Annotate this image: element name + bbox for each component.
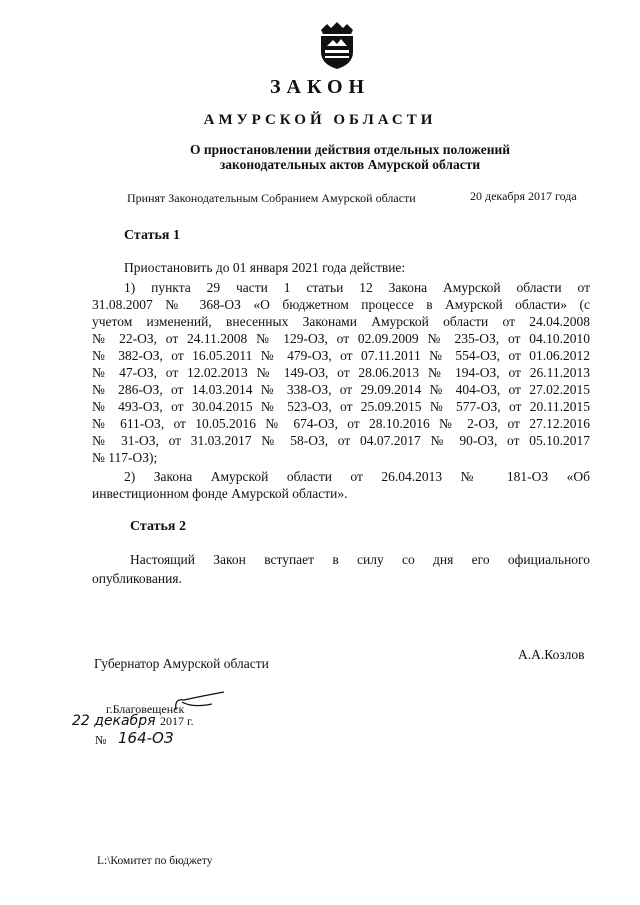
article-2-title: Статья 2 — [130, 519, 186, 534]
article-1-item2-line: 2) Закона Амурской области от 26.04.2013 № 181-ОЗ «Об — [124, 469, 590, 484]
law-heading — [160, 142, 540, 172]
article-1-line: № 47-ОЗ, от 12.02.2013 № 149-ОЗ, от 28.06.2013 № 194-ОЗ, от 26.11.2013 — [92, 365, 590, 380]
article-1-intro: Приостановить до 01 января 2021 года действие: — [124, 260, 406, 275]
article-1-line: № 31-ОЗ, от 31.03.2017 № 58-ОЗ, от 04.07.2017 № 90-ОЗ, от 05.10.2017 — [92, 433, 590, 448]
adopted-date: 20 декабря 2017 года — [470, 189, 577, 203]
article-1-line: учетом изменений, внесенных Законами Амурской области от 24.04.2008 — [92, 314, 590, 329]
article-1-title: Статья 1 — [124, 228, 180, 243]
law-heading-line: О приостановлении действия отдельных положений — [189, 142, 511, 157]
signatory-title: Губернатор Амурской области — [94, 656, 269, 671]
article-1-line: 1) пункта 29 части 1 статьи 12 Закона Амурской области от — [124, 280, 590, 295]
adopted-by: Принят Законодательным Собранием Амурской области — [127, 191, 416, 205]
signing-date-year: 2017 г. — [160, 714, 194, 728]
article-1-line: № 286-ОЗ, от 14.03.2014 № 338-ОЗ, от 29.09.2014 № 404-ОЗ, от 27.02.2015 — [92, 382, 590, 397]
document-title: ЗАКОН — [269, 76, 371, 98]
law-heading-line: законодательных актов Амурской области — [219, 157, 481, 172]
file-path: L:\Комитет по бюджету — [97, 855, 213, 867]
signing-date — [72, 713, 194, 729]
article-1-line: № 493-ОЗ, от 30.04.2015 № 523-ОЗ, от 25.09.2015 № 577-ОЗ, от 20.11.2015 — [92, 399, 590, 414]
signing-date-handwritten: 22 декабря — [72, 713, 156, 729]
signing-place: г.Благовещенск — [106, 702, 185, 716]
article-2-line: опубликования. — [92, 571, 182, 586]
amur-region-coat-of-arms-icon — [313, 20, 361, 70]
article-1-line: № 611-ОЗ, от 10.05.2016 № 674-ОЗ, от 28.10.2016 № 2-ОЗ, от 27.12.2016 — [92, 416, 590, 431]
signatory-name: А.А.Козлов — [518, 647, 585, 662]
article-1-line: № 382-ОЗ, от 16.05.2011 № 479-ОЗ, от 07.11.2011 № 554-ОЗ, от 01.06.2012 — [92, 348, 590, 363]
article-1-item2-line: инвестиционном фонде Амурской области». — [92, 486, 348, 501]
law-number-label: № — [95, 733, 107, 747]
article-1-line: 31.08.2007 № 368-ОЗ «О бюджетном процессе в Амурской области» (с — [92, 297, 590, 312]
article-2-line: Настоящий Закон вступает в силу со дня его официального — [130, 552, 590, 567]
article-1-line: № 117-ОЗ); — [92, 450, 158, 465]
law-number-handwritten: 164-ОЗ — [118, 729, 174, 747]
article-1-line: № 22-ОЗ, от 24.11.2008 № 129-ОЗ, от 02.09.2009 № 235-ОЗ, от 04.10.2010 — [92, 331, 590, 346]
document-subtitle: АМУРСКОЙ ОБЛАСТИ — [203, 112, 437, 128]
